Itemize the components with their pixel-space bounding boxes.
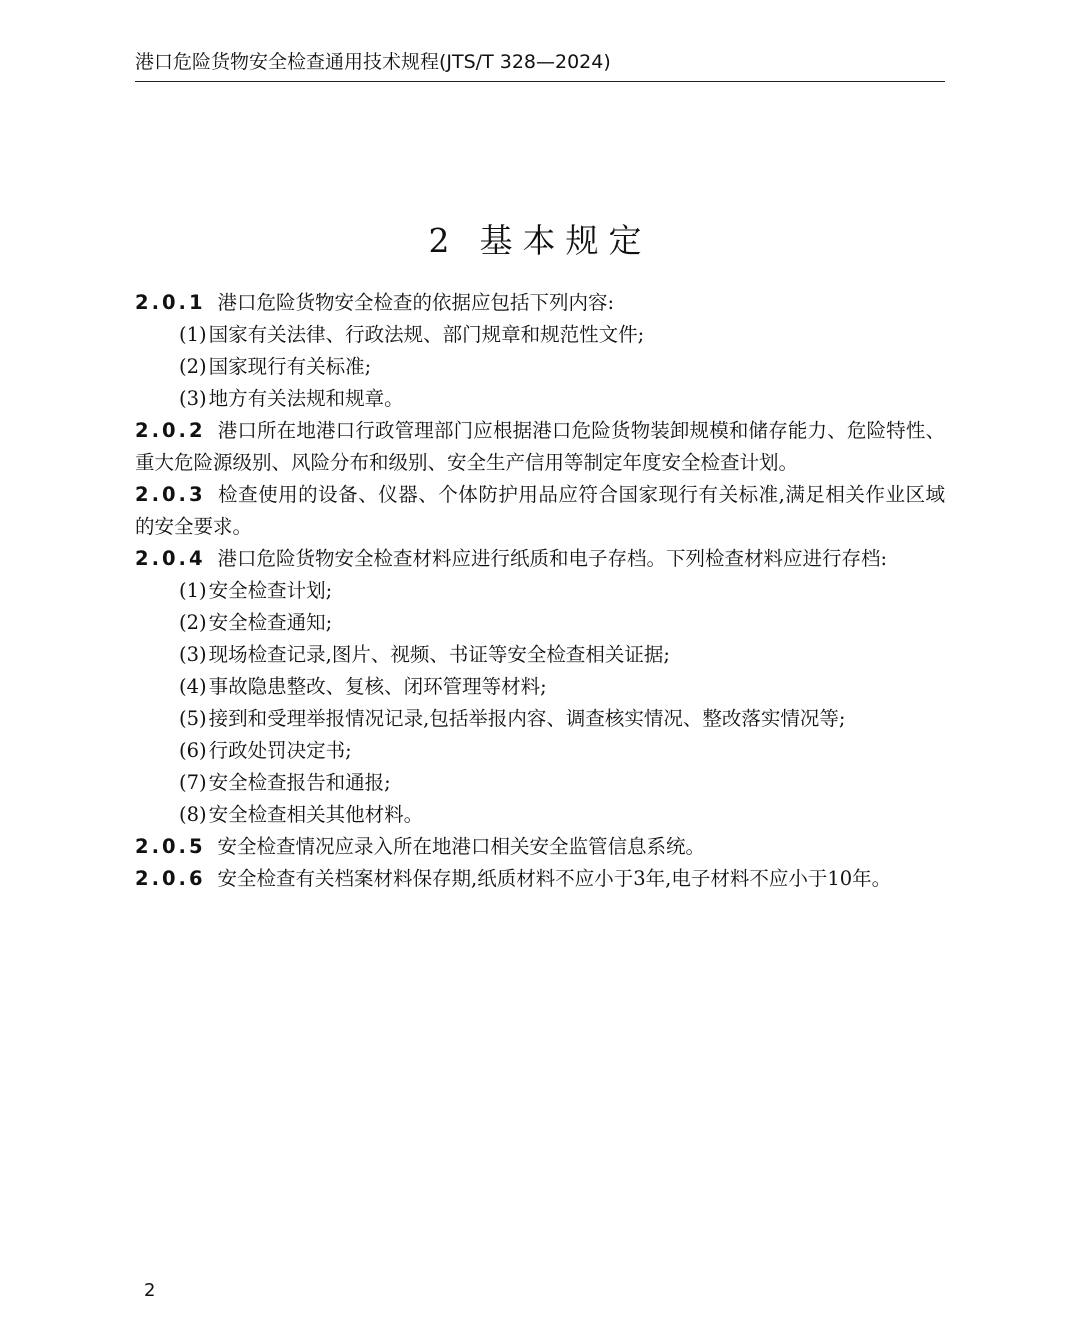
list-item-text: 行政处罚决定书; <box>208 739 352 762</box>
list-item-text: 接到和受理举报情况记录,包括举报内容、调查核实情况、整改落实情况等; <box>208 707 846 730</box>
clause-text: 安全检查情况应录入所在地港口相关安全监管信息系统。 <box>217 835 706 858</box>
clause-number: 2.0.4 <box>135 547 206 570</box>
list-marker: (1) <box>179 323 207 346</box>
list-marker: (6) <box>179 739 207 762</box>
clause-number: 2.0.6 <box>135 867 206 890</box>
list-item-text: 地方有关法规和规章。 <box>208 387 404 410</box>
list-marker: (2) <box>179 611 207 634</box>
clause-text: 港口所在地港口行政管理部门应根据港口危险货物装卸规模和储存能力、危险特性、重大危险源级别、风险分布和级别、安全生产信用等制定年度安全检查计划。 <box>135 419 945 474</box>
list-item <box>135 319 945 351</box>
clause-text: 检查使用的设备、仪器、个体防护用品应符合国家现行有关标准,满足相关作业区域的安全要求。 <box>135 483 945 538</box>
chapter-heading: 基本规定 <box>479 221 652 260</box>
clause-2-0-6 <box>135 863 945 895</box>
clause-2-0-3 <box>135 479 945 543</box>
list-item-text: 安全检查计划; <box>208 579 333 602</box>
clause-2-0-2 <box>135 415 945 479</box>
list-marker: (3) <box>179 643 207 666</box>
list-item <box>135 735 945 767</box>
chapter-number: 2 <box>428 221 460 260</box>
list-marker: (7) <box>179 771 207 794</box>
list-item <box>135 351 945 383</box>
list-item-text: 国家现行有关标准; <box>208 355 372 378</box>
list-item-text: 安全检查通知; <box>208 611 333 634</box>
list-item <box>135 639 945 671</box>
list-item <box>135 575 945 607</box>
chapter-title <box>135 218 945 264</box>
list-item <box>135 607 945 639</box>
list-item-text: 安全检查相关其他材料。 <box>208 803 424 826</box>
page-number: 2 <box>144 1280 156 1301</box>
clause-2-0-1 <box>135 287 945 319</box>
list-marker: (8) <box>179 803 207 826</box>
list-marker: (1) <box>179 579 207 602</box>
list-item <box>135 671 945 703</box>
list-item <box>135 703 945 735</box>
header-rule <box>135 81 945 82</box>
clause-2-0-4 <box>135 543 945 575</box>
list-marker: (2) <box>179 355 207 378</box>
list-marker: (3) <box>179 387 207 410</box>
list-marker: (5) <box>179 707 207 730</box>
list-item <box>135 767 945 799</box>
clause-number: 2.0.3 <box>135 483 206 506</box>
list-item-text: 国家有关法律、行政法规、部门规章和规范性文件; <box>208 323 645 346</box>
clause-number: 2.0.5 <box>135 835 206 858</box>
clause-number: 2.0.1 <box>135 291 206 314</box>
list-item <box>135 799 945 831</box>
clause-number: 2.0.2 <box>135 419 206 442</box>
clause-text: 港口危险货物安全检查的依据应包括下列内容: <box>217 291 615 314</box>
list-item-text: 现场检查记录,图片、视频、书证等安全检查相关证据; <box>208 643 670 666</box>
clause-2-0-5 <box>135 831 945 863</box>
running-header: 港口危险货物安全检查通用技术规程(JTS/T 328—2024) <box>135 51 611 73</box>
document-body <box>135 287 945 895</box>
clause-text: 安全检查有关档案材料保存期,纸质材料不应小于3年,电子材料不应小于10年。 <box>217 867 892 890</box>
list-item-text: 安全检查报告和通报; <box>208 771 391 794</box>
clause-text: 港口危险货物安全检查材料应进行纸质和电子存档。下列检查材料应进行存档: <box>217 547 888 570</box>
list-item <box>135 383 945 415</box>
list-marker: (4) <box>179 675 207 698</box>
list-item-text: 事故隐患整改、复核、闭环管理等材料; <box>208 675 547 698</box>
